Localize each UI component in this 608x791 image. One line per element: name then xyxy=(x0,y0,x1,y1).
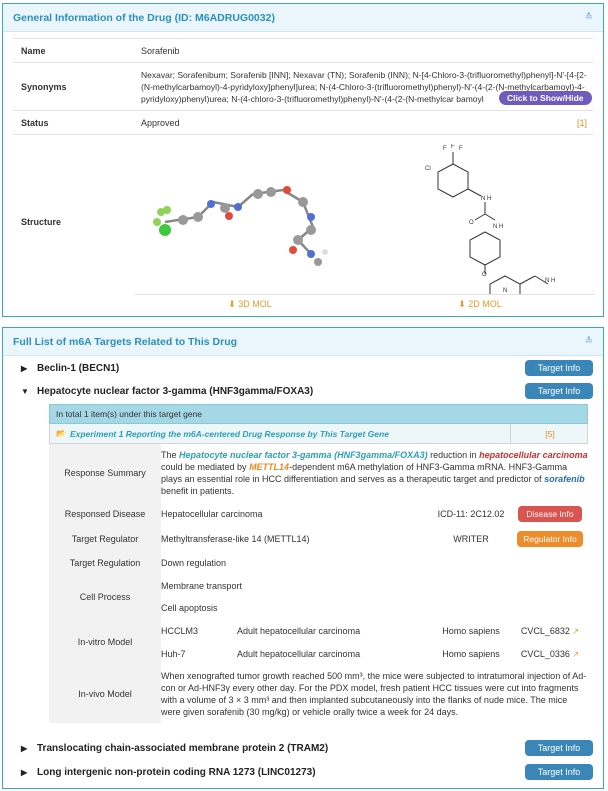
cell-line: Huh-7 xyxy=(161,648,186,659)
icd-code: ICD-11: 2C12.02 xyxy=(437,509,505,519)
invivo-row xyxy=(49,665,588,723)
target-row-linc01273[interactable] xyxy=(21,763,593,781)
cellosaurus-link[interactable]: CVCL_6832 xyxy=(520,625,570,636)
target-row-becn1[interactable] xyxy=(21,359,593,377)
caret-down-icon[interactable]: ▼ xyxy=(21,386,29,396)
cell-disease: Adult hepatocellular carcinoma xyxy=(237,625,361,636)
external-link-icon[interactable]: ↗ xyxy=(572,649,580,659)
cell-species: Homo sapiens xyxy=(442,625,500,636)
rs-text: reduction in xyxy=(427,450,480,460)
caret-right-icon[interactable]: ▶ xyxy=(21,743,28,753)
atom-f2: F xyxy=(451,144,455,150)
cellosaurus-link[interactable]: CVCL_0336 xyxy=(520,648,570,659)
target-detail-block xyxy=(49,404,588,723)
molecule-2d-image xyxy=(423,144,573,294)
experiment-bar[interactable] xyxy=(49,424,588,444)
rs-text: could be mediated by xyxy=(161,462,250,472)
atom-n4: N xyxy=(545,278,550,284)
atom-f3: F xyxy=(459,146,463,152)
regulation-value: Down regulation xyxy=(161,558,227,568)
atom-h2: H xyxy=(499,224,504,230)
target-info-button[interactable]: Target Info xyxy=(525,360,593,376)
status-ref-link[interactable]: [1] xyxy=(576,117,587,128)
name-label: Name xyxy=(13,39,135,63)
caret-right-icon[interactable]: ▶ xyxy=(21,767,28,777)
response-summary-label: Response Summary xyxy=(49,444,161,502)
experiment-label: Experiment 1 Reporting the m6A-centered Drug Response by This Target Gene xyxy=(69,428,389,439)
structure-label: Structure xyxy=(13,135,135,309)
general-info-title: General Information of the Drug (ID: M6ADRUG0032) xyxy=(13,11,275,24)
cell-disease: Adult hepatocellular carcinoma xyxy=(237,648,361,659)
atom-n3: N xyxy=(503,288,508,294)
external-link-icon[interactable]: ↗ xyxy=(572,626,580,636)
folder-open-icon: 📂 xyxy=(56,429,66,438)
name-row xyxy=(13,39,593,63)
rs-text: The xyxy=(161,450,180,460)
invitro-label: In-vitro Model xyxy=(49,619,161,665)
collapse-icon[interactable]: ≛ xyxy=(584,12,593,23)
download-3d-mol-link[interactable]: ⬇ 3D MOL xyxy=(228,299,272,309)
regulator-label: Target Regulator xyxy=(49,526,161,551)
download-2d-label: 2D MOL xyxy=(468,299,502,309)
atom-o1: O xyxy=(469,220,474,226)
regulator-info-button[interactable]: Regulator Info xyxy=(517,531,582,547)
general-info-header[interactable] xyxy=(3,4,603,32)
target-info-button[interactable]: Target Info xyxy=(525,383,593,399)
disease-value: Hepatocellular carcinoma xyxy=(161,509,263,519)
status-row xyxy=(13,111,593,135)
cell-process-label: Cell Process xyxy=(49,575,161,619)
show-hide-button[interactable]: Click to Show/Hide xyxy=(499,91,592,105)
targets-panel xyxy=(2,327,604,789)
response-summary-row xyxy=(49,444,588,502)
response-summary-text xyxy=(161,444,588,502)
regulation-row xyxy=(49,551,588,575)
disease-row xyxy=(49,502,588,526)
atom-h1: H xyxy=(487,196,492,202)
rs-text: benefit in patients. xyxy=(161,486,235,496)
rs-gene-link[interactable]: Hepatocyte nuclear factor 3-gamma (HNF3gamma/FOXA3) xyxy=(179,450,428,460)
atom-n1: N xyxy=(481,196,486,202)
disease-label: Responsed Disease xyxy=(49,502,161,526)
download-2d-mol-link[interactable]: ⬇ 2D MOL xyxy=(458,299,502,309)
invitro-row xyxy=(49,619,588,642)
target-name: Long intergenic non-protein coding RNA 1273 (LINC01273) xyxy=(37,766,316,778)
target-name: Hepatocyte nuclear factor 3-gamma (HNF3gamma/FOXA3) xyxy=(37,385,314,397)
rs-disease-link[interactable]: hepatocellular carcinoma xyxy=(479,450,588,460)
item-count-bar xyxy=(49,404,588,424)
synonyms-label: Synonyms xyxy=(13,63,135,111)
item-count-text: In total 1 item(s) under this target gene xyxy=(56,409,202,419)
targets-title: Full List of m6A Targets Related to This Drug xyxy=(13,335,238,348)
target-name: Translocating chain-associated membrane protein 2 (TRAM2) xyxy=(37,742,329,754)
cell-species: Homo sapiens xyxy=(442,648,500,659)
collapse-icon[interactable]: ≛ xyxy=(584,336,593,347)
rs-text: -dependent m6A methylation of HNF3-Gamma mRNA. HNF3-Gamma plays an essential role in HCC differentiation and serves as a therapeutic target and predictor of xyxy=(161,462,568,484)
rs-drug-link[interactable]: sorafenib xyxy=(544,474,585,484)
invivo-text: When xenografted tumor growth reached 500 mm³, the mice were subjected to intratumoral injection of Ad-con or Ad-HNF3γ every other day. For the PDX model, fresh patient HCC tissues were cut into fragments with a volume of 3 × 3 mm³ and then implanted subcutaneously into the flanks of nude mice. The mice were given sorafenib (30 mg/kg) or vehicle orally twice a week for 24 days. xyxy=(161,671,587,717)
name-value: Sorafenib xyxy=(135,39,593,63)
atom-h3: H xyxy=(551,278,556,284)
mol-download-bar xyxy=(135,294,595,314)
atom-o2: O xyxy=(482,272,487,278)
rs-regulator-link[interactable]: METTL14 xyxy=(249,462,290,472)
experiment-detail-table xyxy=(49,444,588,723)
regulator-type: WRITER xyxy=(453,533,489,544)
general-info-panel xyxy=(2,3,604,317)
caret-right-icon[interactable]: ▶ xyxy=(21,363,28,373)
regulator-row xyxy=(49,526,588,551)
status-value: Approved xyxy=(141,117,180,128)
atom-n2: N xyxy=(493,224,498,230)
target-info-button[interactable]: Target Info xyxy=(525,740,593,756)
download-3d-label: 3D MOL xyxy=(238,299,272,309)
cell-process-value: Cell apoptosis xyxy=(161,603,218,613)
molecule-3d-image xyxy=(143,172,343,267)
regulation-label: Target Regulation xyxy=(49,551,161,575)
target-name: Beclin-1 (BECN1) xyxy=(37,362,120,374)
target-row-foxa3[interactable] xyxy=(21,382,593,400)
disease-info-button[interactable]: Disease Info xyxy=(518,506,581,522)
targets-header[interactable] xyxy=(3,328,603,356)
status-label: Status xyxy=(13,111,135,135)
synonyms-value: Nexavar; Sorafenibum; Sorafenib [INN]; Nexavar (TN); Sorafenib (INN); N-[4-Chloro-3-(trifluoromethyl)phenyl]-N'-[4-[2-(N-methylcarbamoyl)-4-pyridyloxy]phenyl]urea; N-(4-Chloro-3-(trifluoromethyl)phenyl)-N'-(4-(2-(N-methylcarbamoyl)-4-pyridyloxy)phenyl)urea; N-(4-chloro-3-(trifluoromethyl)phenyl)-N'-(4-(2-(N-methylcar bamoyl xyxy=(141,69,587,104)
cell-process-value: Membrane transport xyxy=(161,581,243,591)
target-info-button[interactable]: Target Info xyxy=(525,764,593,780)
invivo-label: In-vivo Model xyxy=(49,665,161,723)
experiment-ref-link[interactable]: [5] xyxy=(510,424,589,444)
regulator-value: Methyltransferase-like 14 (METTL14) xyxy=(161,533,310,544)
atom-cl: Cl xyxy=(425,166,431,172)
cell-line: HCCLM3 xyxy=(161,625,199,636)
atom-f1: F xyxy=(443,146,447,152)
target-row-tram2[interactable] xyxy=(21,739,593,757)
cell-process-row xyxy=(49,575,588,597)
